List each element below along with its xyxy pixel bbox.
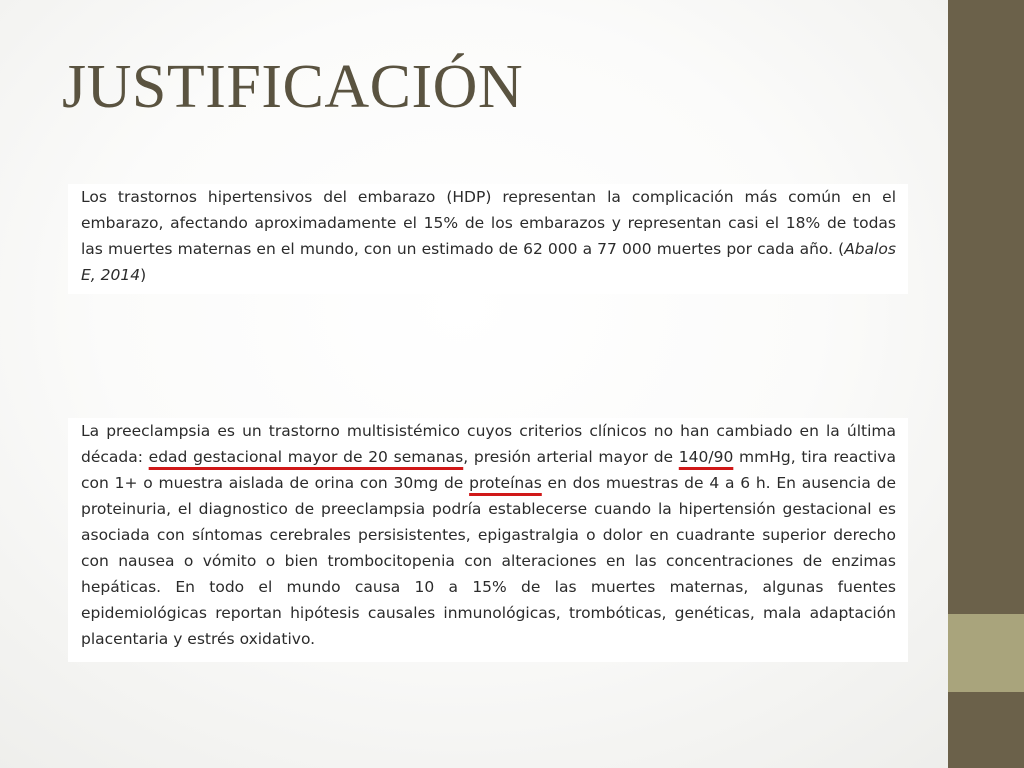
underlined-gestational-age: edad gestacional mayor de 20 semanas xyxy=(148,448,464,466)
paragraph-preeclampsia xyxy=(68,418,908,662)
paragraph-hdp-statistics xyxy=(68,184,908,294)
paragraph-1-main: Los trastornos hipertensivos del embarazo (HDP) representan la complicación más común en el embarazo, afectando aproximadamente el 15% de los embarazos y representan casi el 18% de todas las muertes maternas en el mundo, con un estimado de 62 000 a 77 000 muertes por cada año. ( xyxy=(81,188,896,258)
citation: Abalos E, 2014 xyxy=(81,240,896,284)
paragraph-2-part-3: mmHg, tira reactiva con 1+ o muestra aislada de orina con 30mg de xyxy=(81,448,896,492)
paragraph-2-part-1: La preeclampsia es un trastorno multisistémico cuyos criterios clínicos no han cambiado en la última década: xyxy=(81,422,896,466)
paragraph-1-close: ) xyxy=(140,266,147,284)
slide-title: JUSTIFICACIÓN xyxy=(62,53,524,121)
paragraph-2-part-2: , presión arterial mayor de xyxy=(463,448,679,466)
side-bar-accent xyxy=(948,614,1024,692)
underlined-blood-pressure: 140/90 xyxy=(678,448,734,466)
underlined-proteins: proteínas xyxy=(469,474,542,492)
paragraph-2-part-4: en dos muestras de 4 a 6 h. En ausencia de proteinuria, el diagnostico de preeclampsia podría establecerse cuando la hipertensión gestacional es asociada con síntomas cerebrales persisistentes, epigastralgia o dolor en cuadrante superior derecho con nausea o vómito o bien trombocitopenia con alteraciones en las concentraciones de enzimas hepáticas. En todo el mundo causa 10 a 15% de las muertes maternas, algunas fuentes epidemiológicas reportan hipótesis causales inmunológicas, trombóticas, genéticas, mala adaptación placentaria y estrés oxidativo. xyxy=(81,474,896,648)
paragraph-2-text xyxy=(81,418,896,652)
paragraph-1-text xyxy=(81,184,896,288)
